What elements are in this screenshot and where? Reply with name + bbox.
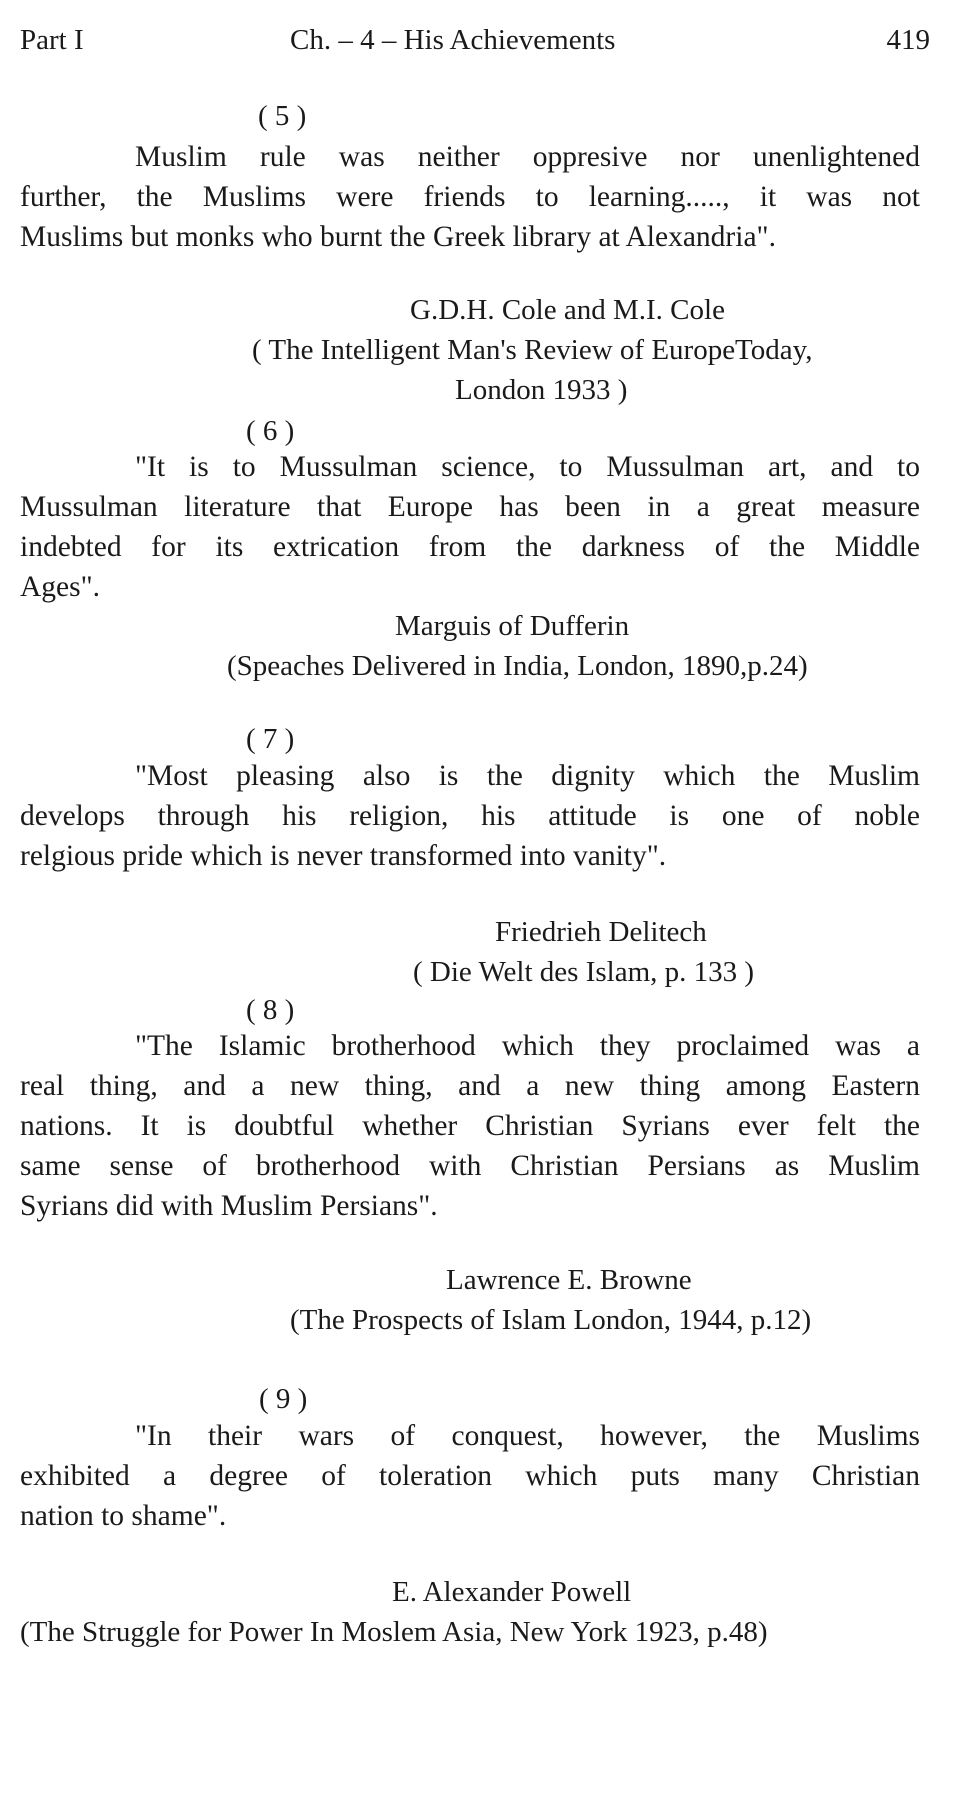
- quote-number: ( 8 ): [246, 994, 295, 1026]
- quote-source: ( The Intelligent Man's Review of EuropeToday,: [252, 334, 813, 366]
- quote-source: (The Struggle for Power In Moslem Asia, New York 1923, p.48): [20, 1616, 768, 1648]
- quote-author: E. Alexander Powell: [392, 1576, 632, 1608]
- page-number: 419: [886, 24, 930, 56]
- chapter-title: Ch. – 4 – His Achievements: [290, 24, 616, 56]
- quote-line: develops through his religion, his attitude is one of noble: [20, 800, 920, 832]
- quote-text: [20, 756, 920, 876]
- quote-text: [20, 1026, 920, 1226]
- quote-source: ( Die Welt des Islam, p. 133 ): [413, 956, 755, 988]
- quote-author: Marguis of Dufferin: [395, 610, 630, 642]
- quote-number: ( 7 ): [246, 723, 295, 755]
- quote-author: G.D.H. Cole and M.I. Cole: [410, 294, 725, 326]
- part-label: Part I: [20, 24, 84, 56]
- quote-text: [20, 447, 920, 607]
- quote-line: "The Islamic brotherhood which they proclaimed was a: [135, 1030, 920, 1062]
- quote-line: Mussulman literature that Europe has been in a great measure: [20, 491, 920, 523]
- quote-author: Friedrieh Delitech: [495, 916, 707, 948]
- quote-line: Syrians did with Muslim Persians".: [20, 1190, 438, 1222]
- quote-text: [20, 1416, 920, 1536]
- quote-line: Muslims but monks who burnt the Greek library at Alexandria".: [20, 221, 776, 253]
- quote-line: further, the Muslims were friends to learning....., it was not: [20, 181, 920, 213]
- quote-line: "In their wars of conquest, however, the Muslims: [135, 1420, 920, 1452]
- quote-line: exhibited a degree of toleration which puts many Christian: [20, 1460, 920, 1492]
- quote-line: Ages".: [20, 571, 101, 603]
- quote-line: same sense of brotherhood with Christian Persians as Muslim: [20, 1150, 920, 1182]
- quote-line: "It is to Mussulman science, to Mussulman art, and to: [135, 451, 920, 483]
- quote-line: nation to shame".: [20, 1500, 227, 1532]
- quote-source: London 1933 ): [455, 374, 628, 406]
- quote-number: ( 9 ): [259, 1383, 308, 1415]
- quote-line: "Most pleasing also is the dignity which the Muslim: [135, 760, 920, 792]
- quote-author: Lawrence E. Browne: [446, 1264, 692, 1296]
- page-header: [20, 20, 930, 60]
- quote-line: nations. It is doubtful whether Christian Syrians ever felt the: [20, 1110, 920, 1142]
- quote-source: (The Prospects of Islam London, 1944, p.12): [290, 1304, 812, 1336]
- quote-text: [20, 137, 920, 257]
- quote-source: (Speaches Delivered in India, London, 1890,p.24): [227, 650, 808, 682]
- quote-line: real thing, and a new thing, and a new thing among Eastern: [20, 1070, 920, 1102]
- quote-line: Muslim rule was neither oppresive nor unenlightened: [135, 141, 920, 173]
- quote-line: indebted for its extrication from the darkness of the Middle: [20, 531, 920, 563]
- quote-number: ( 6 ): [246, 415, 295, 447]
- quote-line: relgious pride which is never transformed into vanity".: [20, 840, 667, 872]
- quote-number: ( 5 ): [258, 100, 307, 132]
